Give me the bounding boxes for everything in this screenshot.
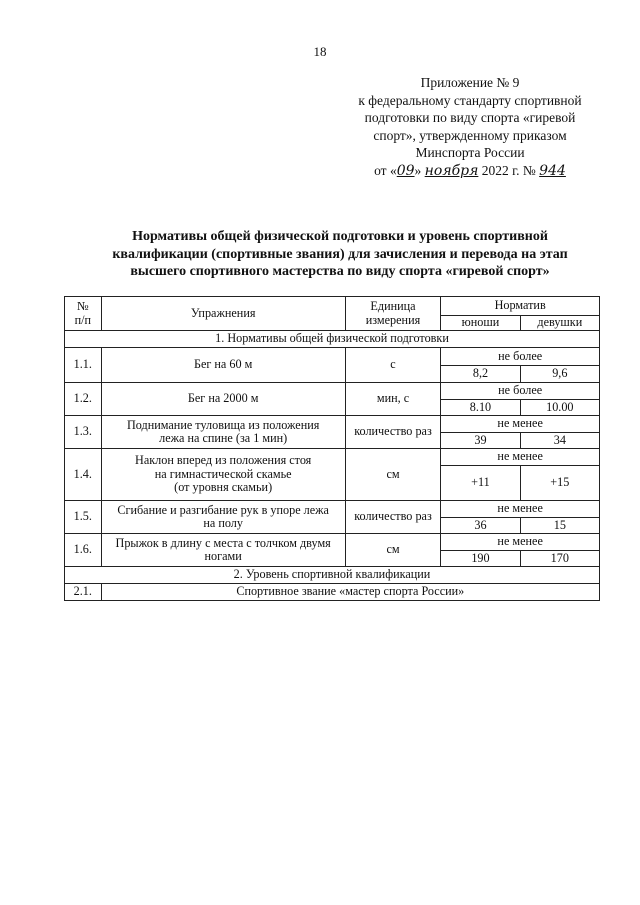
row-exercise: Бег на 60 м bbox=[101, 348, 345, 383]
row-exercise: Бег на 2000 м bbox=[101, 383, 345, 416]
row-value-boys: 8.10 bbox=[441, 400, 520, 416]
row-num: 1.2. bbox=[65, 383, 102, 416]
row-condition: не менее bbox=[441, 534, 600, 551]
order-number: 944 bbox=[539, 162, 566, 179]
section-2-title: 2. Уровень спортивной квалификации bbox=[65, 567, 600, 584]
section-row bbox=[65, 331, 600, 348]
row-condition: не менее bbox=[441, 501, 600, 518]
row-exercise: Поднимание туловища из положения лежа на спине (за 1 мин) bbox=[101, 416, 345, 449]
row-num: 1.4. bbox=[65, 449, 102, 501]
table-row bbox=[65, 449, 600, 466]
section-1-title: 1. Нормативы общей физической подготовки bbox=[65, 331, 600, 348]
header-num: № п/п bbox=[65, 297, 102, 331]
document-title bbox=[90, 228, 590, 281]
date-day: 09 bbox=[396, 162, 415, 179]
row-value-girls: 34 bbox=[520, 433, 599, 449]
header-boys: юноши bbox=[441, 316, 520, 331]
row-unit: см bbox=[345, 534, 441, 567]
row-value-girls: +15 bbox=[520, 466, 599, 501]
date-mid: » bbox=[414, 162, 425, 178]
row-unit: мин, с bbox=[345, 383, 441, 416]
table-row bbox=[65, 416, 600, 433]
norms-table bbox=[64, 296, 600, 601]
appendix-line-3: подготовки по виду спорта «гиревой bbox=[364, 110, 576, 126]
header-exercise: Упражнения bbox=[101, 297, 345, 331]
row-unit: с bbox=[345, 348, 441, 383]
row-value-boys: 190 bbox=[441, 551, 520, 567]
table-row bbox=[65, 348, 600, 366]
row-num: 1.6. bbox=[65, 534, 102, 567]
table-row bbox=[65, 534, 600, 551]
row-value-girls: 9,6 bbox=[520, 366, 599, 383]
date-year: 2022 г. № bbox=[478, 162, 540, 178]
header-norm: Норматив bbox=[441, 297, 600, 316]
row-exercise: Наклон вперед из положения стоя на гимнастической скамье (от уровня скамьи) bbox=[101, 449, 345, 501]
row-num: 1.5. bbox=[65, 501, 102, 534]
row-unit: количество раз bbox=[345, 501, 441, 534]
row-value-girls: 15 bbox=[520, 518, 599, 534]
row-exercise: Спортивное звание «мастер спорта России» bbox=[101, 584, 599, 601]
section-row bbox=[65, 567, 600, 584]
title-line-2: квалификации (спортивные звания) для зачисления и перевода на этап bbox=[112, 246, 568, 262]
row-value-girls: 10.00 bbox=[520, 400, 599, 416]
row-value-boys: 36 bbox=[441, 518, 520, 534]
row-num: 1.3. bbox=[65, 416, 102, 449]
row-exercise: Прыжок в длину с места с толчком двумя ногами bbox=[101, 534, 345, 567]
row-value-boys: +11 bbox=[441, 466, 520, 501]
row-value-girls: 170 bbox=[520, 551, 599, 567]
date-prefix: от « bbox=[374, 162, 397, 178]
row-unit: см bbox=[345, 449, 441, 501]
table-row bbox=[65, 501, 600, 518]
title-line-3: высшего спортивного мастерства по виду спорта «гиревой спорт» bbox=[130, 264, 550, 279]
appendix-line-2: к федеральному стандарту спортивной bbox=[358, 92, 582, 108]
row-condition: не менее bbox=[441, 449, 600, 466]
appendix-line-1: Приложение № 9 bbox=[420, 75, 520, 90]
header-girls: девушки bbox=[520, 316, 599, 331]
header-row bbox=[65, 297, 600, 316]
row-condition: не более bbox=[441, 383, 600, 400]
appendix-line-5: Минспорта России bbox=[415, 145, 525, 161]
appendix-line-4: спорт», утвержденному приказом bbox=[373, 127, 567, 143]
header-unit: Единица измерения bbox=[345, 297, 441, 331]
table-row bbox=[65, 584, 600, 601]
row-exercise: Сгибание и разгибание рук в упоре лежа на полу bbox=[101, 501, 345, 534]
rows-body bbox=[65, 348, 600, 567]
appendix-header bbox=[330, 74, 610, 181]
row-num: 2.1. bbox=[65, 584, 102, 601]
row-num: 1.1. bbox=[65, 348, 102, 383]
date-month: ноября bbox=[424, 162, 479, 179]
row-value-boys: 39 bbox=[441, 433, 520, 449]
title-line-1: Нормативы общей физической подготовки и уровень спортивной bbox=[132, 229, 548, 244]
table-row bbox=[65, 383, 600, 400]
row-condition: не более bbox=[441, 348, 600, 366]
row-condition: не менее bbox=[441, 416, 600, 433]
appendix-date-line bbox=[330, 162, 610, 181]
row-value-boys: 8,2 bbox=[441, 366, 520, 383]
row-unit: количество раз bbox=[345, 416, 441, 449]
page-number: 18 bbox=[313, 44, 327, 59]
